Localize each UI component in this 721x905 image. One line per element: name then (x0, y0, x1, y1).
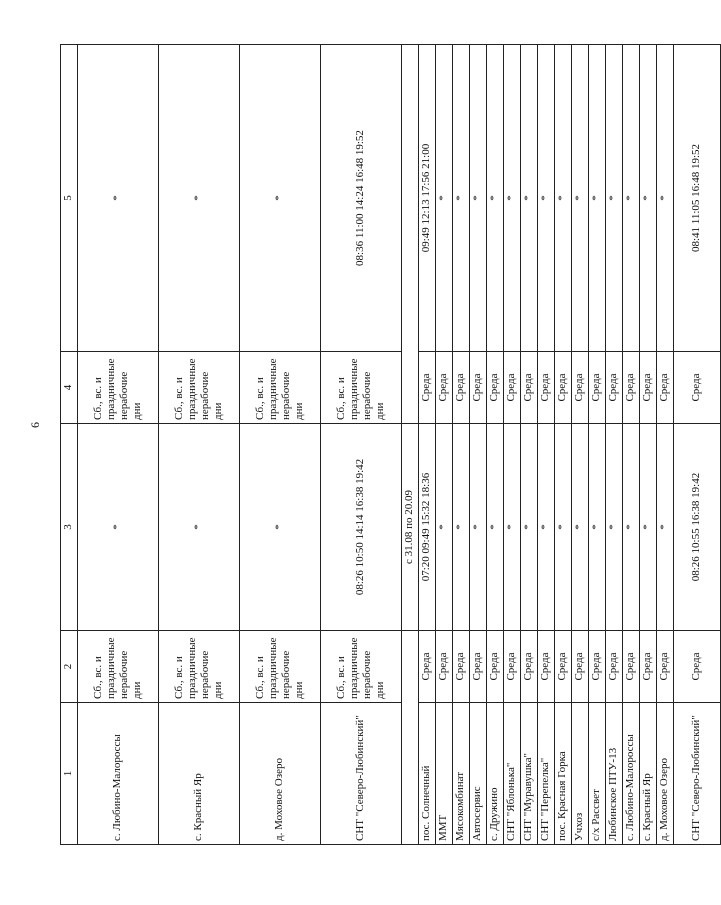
days-cell: Сб., вс. и праздничные нерабочие дни (321, 631, 402, 703)
times-cell: * (640, 45, 657, 352)
column-header: 4 (61, 352, 78, 424)
days-cell: Среда (674, 352, 721, 424)
days-cell: Сб., вс. и праздничные нерабочие дни (159, 631, 240, 703)
times-cell: * (487, 424, 504, 631)
days-cell: Среда (504, 352, 521, 424)
table-row (623, 45, 640, 845)
table-row (521, 45, 538, 845)
days-cell: Среда (419, 631, 436, 703)
times-cell: * (240, 424, 321, 631)
days-cell: Среда (470, 631, 487, 703)
stop-name: пос. Солнечный (419, 703, 436, 845)
table-row (555, 45, 572, 845)
times-cell: * (470, 45, 487, 352)
stop-name: с. Дружино (487, 703, 504, 845)
stop-name: СНТ "Яблонька" (504, 703, 521, 845)
stop-name: д. Моховое Озеро (657, 703, 674, 845)
column-header: 2 (61, 631, 78, 703)
days-cell: Среда (623, 352, 640, 424)
stop-name: д. Моховое Озеро (240, 703, 321, 845)
table-row (78, 45, 159, 845)
days-cell: Среда (521, 631, 538, 703)
times-cell: * (487, 45, 504, 352)
times-cell: * (657, 424, 674, 631)
period-row (402, 45, 419, 845)
schedule-body (61, 45, 721, 845)
days-cell: Среда (538, 631, 555, 703)
stop-name: ММТ (436, 703, 453, 845)
days-cell: Сб., вс. и праздничные нерабочие дни (240, 352, 321, 424)
table-row (589, 45, 606, 845)
table-row (657, 45, 674, 845)
times-cell: * (159, 424, 240, 631)
stop-name: с. Любино-Малороссы (623, 703, 640, 845)
table-row (572, 45, 589, 845)
period-spacer (402, 631, 419, 845)
times-cell: * (640, 424, 657, 631)
days-cell: Среда (640, 352, 657, 424)
page-number: 6 (28, 422, 42, 428)
days-cell: Сб., вс. и праздничные нерабочие дни (159, 352, 240, 424)
times-cell: * (78, 45, 159, 352)
times-cell: * (504, 45, 521, 352)
times-cell: 08:36 11:00 14:24 16:48 19:52 (321, 45, 402, 352)
times-cell: 08:26 10:55 16:38 19:42 (674, 424, 721, 631)
table-row (453, 45, 470, 845)
schedule-table-rotated (60, 45, 703, 845)
days-cell: Среда (419, 352, 436, 424)
table-row (321, 45, 402, 845)
times-cell: * (657, 45, 674, 352)
days-cell: Среда (436, 631, 453, 703)
stop-name: пос. Красная Горка (555, 703, 572, 845)
days-cell: Среда (623, 631, 640, 703)
times-cell: * (78, 424, 159, 631)
times-cell: * (436, 424, 453, 631)
times-cell: * (521, 424, 538, 631)
stop-name: Учхоз (572, 703, 589, 845)
days-cell: Среда (470, 352, 487, 424)
stop-name: с. Любино-Малороссы (78, 703, 159, 845)
times-cell: 09:49 12:13 17:56 21:00 (419, 45, 436, 352)
times-cell: * (623, 45, 640, 352)
period-spacer (402, 45, 419, 424)
days-cell: Среда (572, 352, 589, 424)
stop-name: с/х Рассвет (589, 703, 606, 845)
stop-name: СНТ "Северо-Любинский" (674, 703, 721, 845)
days-cell: Среда (572, 631, 589, 703)
times-cell: 08:26 10:50 14:14 16:38 19:42 (321, 424, 402, 631)
days-cell: Среда (606, 631, 623, 703)
days-cell: Среда (657, 631, 674, 703)
times-cell: * (623, 424, 640, 631)
stop-name: с. Красный Яр (640, 703, 657, 845)
table-row (504, 45, 521, 845)
times-cell: * (436, 45, 453, 352)
times-cell: * (538, 424, 555, 631)
times-cell: * (572, 424, 589, 631)
column-header: 3 (61, 424, 78, 631)
days-cell: Среда (453, 631, 470, 703)
times-cell: * (504, 424, 521, 631)
table-row (436, 45, 453, 845)
days-cell: Среда (640, 631, 657, 703)
stop-name: СНТ "Муравушка" (521, 703, 538, 845)
days-cell: Среда (436, 352, 453, 424)
days-cell: Среда (487, 631, 504, 703)
stop-name: с. Красный Яр (159, 703, 240, 845)
schedule-table (60, 44, 721, 845)
table-row (487, 45, 504, 845)
period-label: с 31.08 по 20.09 (402, 424, 419, 631)
stop-name: Автосервис (470, 703, 487, 845)
times-cell: * (606, 424, 623, 631)
days-cell: Среда (521, 352, 538, 424)
days-cell: Сб., вс. и праздничные нерабочие дни (240, 631, 321, 703)
times-cell: * (555, 424, 572, 631)
times-cell: * (606, 45, 623, 352)
table-row (606, 45, 623, 845)
days-cell: Среда (657, 352, 674, 424)
days-cell: Сб., вс. и праздничные нерабочие дни (78, 631, 159, 703)
days-cell: Сб., вс. и праздничные нерабочие дни (321, 352, 402, 424)
days-cell: Среда (674, 631, 721, 703)
times-cell: * (453, 424, 470, 631)
times-cell: * (453, 45, 470, 352)
times-cell: * (555, 45, 572, 352)
days-cell: Среда (504, 631, 521, 703)
stop-name: СНТ "Перепелка" (538, 703, 555, 845)
times-cell: * (589, 424, 606, 631)
days-cell: Среда (589, 352, 606, 424)
table-row (240, 45, 321, 845)
days-cell: Сб., вс. и праздничные нерабочие дни (78, 352, 159, 424)
stop-name: СНТ "Северо-Любинский" (321, 703, 402, 845)
times-cell: * (470, 424, 487, 631)
table-row (159, 45, 240, 845)
times-cell: 08:41 11:05 16:48 19:52 (674, 45, 721, 352)
times-cell: * (589, 45, 606, 352)
times-cell: * (521, 45, 538, 352)
days-cell: Среда (538, 352, 555, 424)
days-cell: Среда (555, 631, 572, 703)
times-cell: * (240, 45, 321, 352)
days-cell: Среда (606, 352, 623, 424)
days-cell: Среда (555, 352, 572, 424)
table-row (640, 45, 657, 845)
times-cell: 07:20 09:49 15:32 18:36 (419, 424, 436, 631)
column-header: 1 (61, 703, 78, 845)
table-row (674, 45, 721, 845)
days-cell: Среда (487, 352, 504, 424)
stop-name: Любинское ПТУ-13 (606, 703, 623, 845)
times-cell: * (572, 45, 589, 352)
table-row (538, 45, 555, 845)
header-row (61, 45, 78, 845)
days-cell: Среда (589, 631, 606, 703)
times-cell: * (538, 45, 555, 352)
table-row (419, 45, 436, 845)
column-header: 5 (61, 45, 78, 352)
table-row (470, 45, 487, 845)
times-cell: * (159, 45, 240, 352)
days-cell: Среда (453, 352, 470, 424)
stop-name: Мясокомбинат (453, 703, 470, 845)
